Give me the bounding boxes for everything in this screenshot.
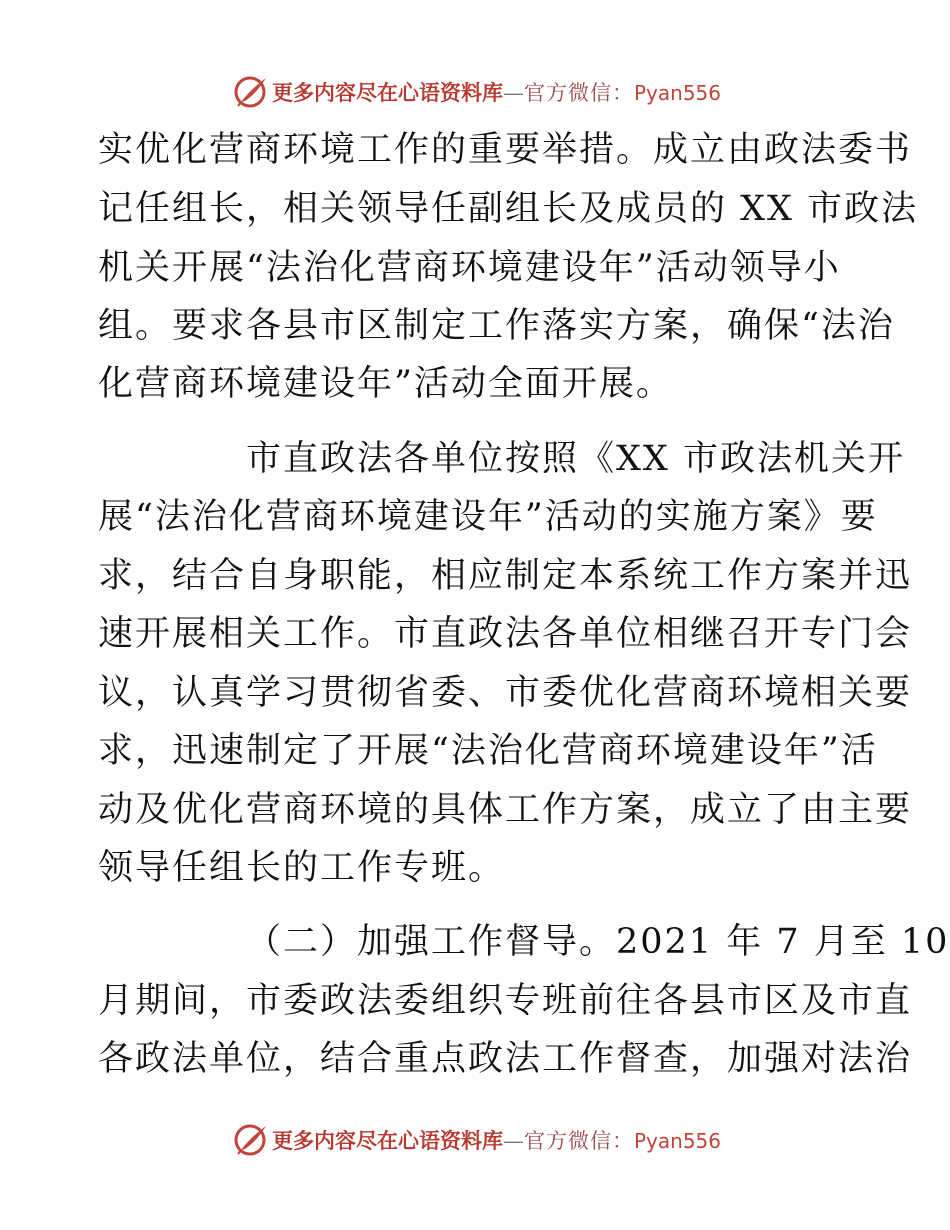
watermark-source: 更多内容尽在心语资料库 bbox=[272, 1128, 503, 1153]
text-line: 市直政法各单位按照《XX 市政法机关开 bbox=[246, 439, 905, 479]
quill-logo-icon bbox=[233, 1122, 269, 1158]
text-line: 领导任组长的工作专班。 bbox=[98, 848, 506, 888]
watermark-label: 官方微信： bbox=[524, 81, 634, 105]
text-line: （二）加强工作督导。2021 年 7 月至 10 bbox=[246, 922, 950, 962]
text-line: 实优化营商环境工作的重要举措。成立由政法委书 bbox=[98, 130, 913, 170]
text-line: 求，结合自身职能，相应制定本系统工作方案并迅 bbox=[98, 556, 913, 596]
header-watermark-banner bbox=[0, 72, 950, 112]
text-line: 速开展相关工作。市直政法各单位相继召开专门会 bbox=[98, 614, 913, 654]
watermark-dash: — bbox=[503, 81, 524, 105]
watermark-wechat-id: Pyan556 bbox=[634, 81, 722, 105]
watermark-dash: — bbox=[503, 1129, 524, 1153]
watermark-text bbox=[272, 1125, 721, 1155]
watermark-source: 更多内容尽在心语资料库 bbox=[272, 80, 503, 105]
text-line: 组。要求各县市区制定工作落实方案，确保“法治 bbox=[98, 306, 895, 346]
footer-watermark-banner bbox=[0, 1120, 950, 1160]
watermark-label: 官方微信： bbox=[524, 1129, 634, 1153]
text-line: 求，迅速制定了开展“法治化营商环境建设年”活 bbox=[98, 731, 878, 771]
text-line: 议，认真学习贯彻省委、市委优化营商环境相关要 bbox=[98, 673, 913, 713]
watermark-text bbox=[272, 77, 721, 107]
text-line: 记任组长，相关领导任副组长及成员的 XX 市政法 bbox=[98, 189, 919, 229]
text-line: 月期间，市委政法委组织专班前往各县市区及市直 bbox=[98, 981, 913, 1021]
text-line: 化营商环境建设年”活动全面开展。 bbox=[98, 364, 673, 404]
text-line: 机关开展“法治化营商环境建设年”活动领导小 bbox=[98, 248, 841, 288]
text-line: 动及优化营商环境的具体工作方案，成立了由主要 bbox=[98, 790, 913, 830]
text-line: 各政法单位，结合重点政法工作督查，加强对法治 bbox=[98, 1039, 913, 1079]
text-line: 展“法治化营商环境建设年”活动的实施方案》要 bbox=[98, 497, 878, 537]
watermark-wechat-id: Pyan556 bbox=[634, 1129, 722, 1153]
quill-logo-icon bbox=[233, 74, 269, 110]
